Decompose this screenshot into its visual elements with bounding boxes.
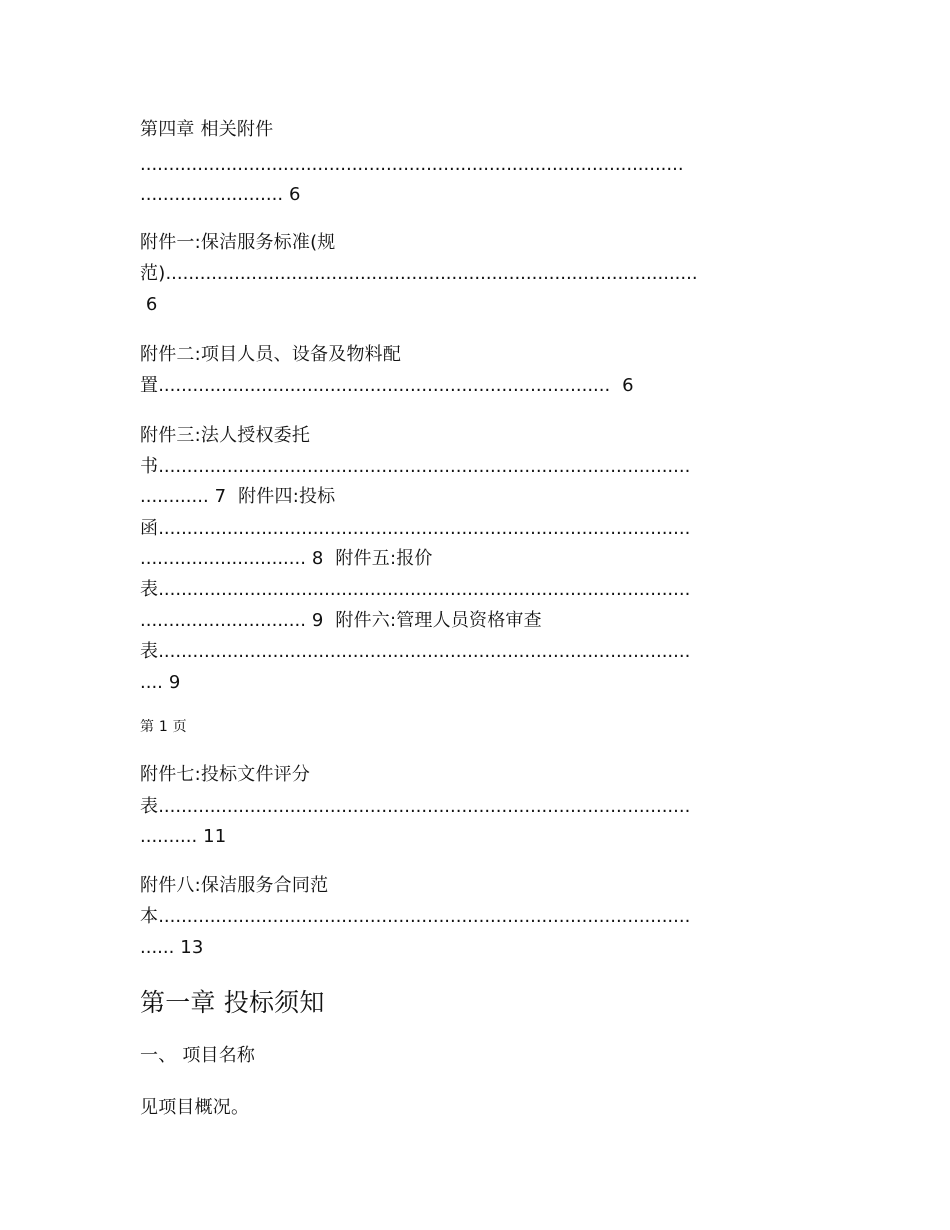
toc-a6-title: 附件六:管理人员资格审查 bbox=[335, 610, 542, 631]
toc-a1-page-line bbox=[140, 293, 158, 317]
toc-a2-page: 6 bbox=[622, 375, 634, 396]
toc-a1-leader: 范)............................................................................................. bbox=[140, 263, 698, 284]
toc-a8-title-cont: 本 bbox=[140, 906, 159, 927]
toc-a4-page: 8 bbox=[311, 548, 324, 569]
toc-a4-leader: 函............................................................................................. bbox=[140, 518, 691, 539]
toc-a1-title-cont: 范) bbox=[140, 263, 166, 284]
toc-a4-title-cont: 函 bbox=[140, 518, 159, 539]
body-text: 见项目概况。 bbox=[140, 1097, 250, 1118]
toc-ch4-title: 第四章 相关附件 bbox=[140, 119, 274, 140]
toc-a7-title: 附件七:投标文件评分 bbox=[140, 764, 311, 785]
toc-a8-title: 附件八:保洁服务合同范 bbox=[140, 875, 329, 896]
toc-a4-title: 附件四:投标 bbox=[238, 486, 336, 507]
toc-a5-title: 附件五:报价 bbox=[335, 548, 433, 569]
toc-a7-title-cont: 表 bbox=[140, 796, 159, 817]
toc-a3-title-cont: 书 bbox=[140, 456, 159, 477]
page-marker: 第 1 页 bbox=[140, 719, 187, 735]
toc-a1-page: 6 bbox=[145, 294, 158, 315]
toc-a6-page: 9 bbox=[168, 672, 181, 693]
toc-a5-title-cont: 表 bbox=[140, 579, 159, 600]
toc-a6-page-line: .... 9 bbox=[140, 672, 181, 693]
toc-a6-leader: 表............................................................................................. bbox=[140, 641, 691, 662]
toc-a4-a5-line: ............................. 8 附件五:报价 bbox=[140, 548, 433, 569]
toc-a3-title: 附件三:法人授权委托 bbox=[140, 425, 311, 446]
toc-a7-leader: 表............................................................................................. bbox=[140, 796, 691, 817]
toc-a5-a6-line: ............................. 9 附件六:管理人员资格审查 bbox=[140, 610, 542, 631]
toc-a8-leader: 本............................................................................................. bbox=[140, 906, 691, 927]
toc-a8-page-line: ...... 13 bbox=[140, 937, 204, 958]
toc-a8-page: 13 bbox=[180, 937, 204, 958]
toc-a5-page: 9 bbox=[311, 610, 324, 631]
chapter-heading: 第一章 投标须知 bbox=[140, 988, 325, 1017]
section-heading: 一、 项目名称 bbox=[140, 1045, 256, 1066]
toc-ch4-leader-end: ......................... 6 bbox=[140, 184, 301, 205]
toc-a3-page: 7 bbox=[214, 486, 227, 507]
toc-a1-title: 附件一:保洁服务标准(规 bbox=[140, 232, 336, 253]
toc-a3-a4-line: ............ 7 附件四:投标 bbox=[140, 486, 336, 507]
toc-a7-page-line: .......... 11 bbox=[140, 826, 227, 847]
toc-a2-title-cont: 置 bbox=[140, 375, 159, 396]
toc-a6-title-cont: 表 bbox=[140, 641, 159, 662]
toc-a7-page: 11 bbox=[203, 826, 227, 847]
toc-a3-leader: 书............................................................................................. bbox=[140, 456, 691, 477]
toc-dot-leader: ............................................................................................... bbox=[140, 154, 684, 175]
toc-ch4-page: 6 bbox=[288, 184, 301, 205]
toc-a2-title: 附件二:项目人员、设备及物料配 bbox=[140, 344, 402, 365]
toc-a5-leader: 表............................................................................................. bbox=[140, 579, 691, 600]
toc-a2-leader: 置............................................................................... 6 bbox=[140, 375, 634, 396]
